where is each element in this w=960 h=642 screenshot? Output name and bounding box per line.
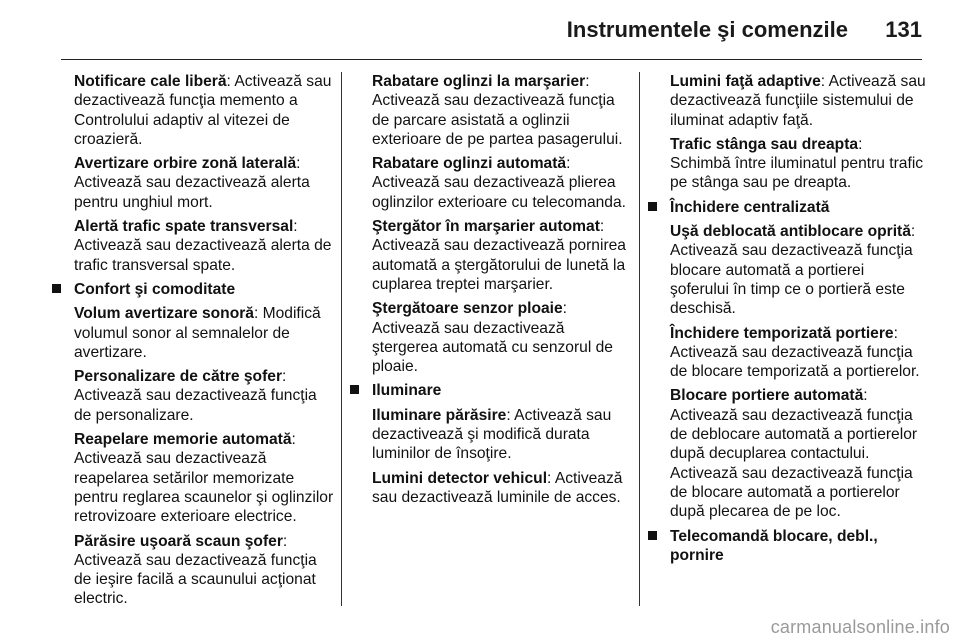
setting-entry (350, 154, 632, 212)
setting-description: : Activează sau dezactivează şi modifică durata luminilor de însoţire. (372, 406, 612, 463)
square-bullet-icon (648, 202, 657, 211)
section-heading (648, 198, 926, 217)
setting-term: Personalizare de către şofer (74, 368, 283, 386)
setting-description: : Activează sau dezactivează funcţia de deblocare automată a portierelor după decuplarea contactului. Activează sau dezactivează funcţia de blocare automată a portierelor după plecarea de pe loc. (670, 387, 918, 521)
setting-term: Notificare cale liberă (74, 73, 227, 90)
section-heading (350, 381, 632, 400)
setting-entry (648, 386, 926, 521)
setting-term: Avertizare orbire zonă laterală (74, 155, 297, 173)
setting-entry (52, 72, 334, 149)
setting-entry (350, 406, 632, 464)
setting-entry (648, 222, 926, 318)
setting-description: : Activează sau dezactivează funcţia de personalizare. (74, 368, 317, 424)
setting-entry (648, 324, 926, 382)
page-number: 131 (885, 17, 922, 42)
setting-entry (52, 430, 334, 526)
setting-term: Rabatare oglinzi la marşarier (372, 73, 586, 90)
setting-description: : Activează sau dezactivează funcţia memento a Controlului adaptiv al vitezei de croazieră. (74, 73, 332, 148)
setting-description: : Activează sau dezactivează funcţiile sistemului de iluminat adaptiv faţă. (670, 73, 926, 129)
setting-term: Ştergătoare senzor ploaie (372, 300, 563, 318)
setting-description: : Activează sau dezactivează funcţia de blocare temporizată a portierelor. (670, 324, 920, 381)
section-heading (648, 527, 926, 566)
setting-entry (350, 217, 632, 294)
setting-description: : Schimbă între iluminatul pentru trafic pe stânga sau pe dreapta. (670, 135, 924, 192)
setting-term: Lumini faţă adaptive (670, 73, 821, 90)
setting-term: Lumini detector vehicul (372, 469, 548, 487)
setting-description: : Activează sau dezactivează ştergerea automată cu senzorul de ploaie. (372, 300, 613, 376)
setting-term: Trafic stânga sau dreapta (670, 135, 859, 153)
setting-term: Alertă trafic spate transversal (74, 218, 294, 236)
header-divider (61, 59, 922, 60)
watermark: carmanualsonline.info (770, 617, 950, 637)
setting-term: Ştergător în marşarier automat (372, 218, 600, 236)
setting-description: : Activează sau dezactivează luminile de acces. (372, 469, 623, 506)
setting-description: : Activează sau dezactivează reapelarea setărilor memorizate pentru reglarea scaunelor şi oglinzilor retrovizoare exterioare electrice. (74, 431, 334, 526)
setting-entry (52, 532, 334, 609)
setting-description: : Activează sau dezactivează alerta de trafic transversal spate. (74, 218, 332, 274)
setting-term: Închidere temporizată portiere (670, 324, 894, 342)
setting-entry (350, 72, 632, 149)
setting-description: : Activează sau dezactivează funcţia blocare automată a portierei şoferului în timp ce o portieră este deschisă. (670, 223, 916, 318)
setting-entry (52, 217, 334, 275)
column-divider-1 (341, 72, 342, 606)
setting-description: : Activează sau dezactivează pornirea automată a ştergătorului de lunetă la cuplarea treptei marşarier. (372, 218, 626, 293)
page-header (0, 0, 960, 60)
setting-description: : Activează sau dezactivează funcţia de parcare asistată a oglinzii exterioare de pe partea pasagerului. (372, 73, 623, 148)
setting-term: Iluminare părăsire (372, 406, 507, 424)
column-3 (648, 72, 926, 570)
setting-term: Uşă deblocată antiblocare oprită (670, 223, 911, 241)
setting-entry (350, 299, 632, 376)
setting-term: Reapelare memorie automată (74, 431, 292, 449)
section-title: Închidere centralizată (670, 198, 830, 216)
setting-term: Părăsire uşoară scaun şofer (74, 532, 283, 550)
setting-term: Blocare portiere automată (670, 387, 864, 405)
section-title: Iluminare (372, 382, 442, 400)
page-title: Instrumentele şi comenzile (566, 17, 848, 42)
setting-entry (648, 135, 926, 193)
section-title: Confort şi comoditate (74, 280, 236, 298)
setting-entry (52, 367, 334, 425)
setting-entry (52, 154, 334, 212)
column-divider-2 (639, 72, 640, 606)
setting-description: : Activează sau dezactivează funcţia de ieşire facilă a scaunului acţionat electric. (74, 532, 317, 608)
setting-entry (52, 304, 334, 362)
setting-description: : Modifică volumul sonor al semnalelor de avertizare. (74, 305, 321, 361)
square-bullet-icon (350, 385, 359, 394)
setting-description: : Activează sau dezactivează alerta pentru unghiul mort. (74, 155, 310, 211)
square-bullet-icon (648, 531, 657, 540)
setting-entry (350, 469, 632, 508)
setting-term: Volum avertizare sonoră (74, 305, 254, 323)
setting-term: Rabatare oglinzi automată (372, 155, 567, 173)
setting-description: : Activează sau dezactivează plierea oglinzilor exterioare cu telecomanda. (372, 155, 626, 211)
column-1 (52, 72, 334, 614)
column-2 (350, 72, 632, 512)
section-title: Telecomandă blocare, debl., pornire (670, 527, 878, 564)
section-heading (52, 280, 334, 299)
square-bullet-icon (52, 284, 61, 293)
setting-entry (648, 72, 926, 130)
